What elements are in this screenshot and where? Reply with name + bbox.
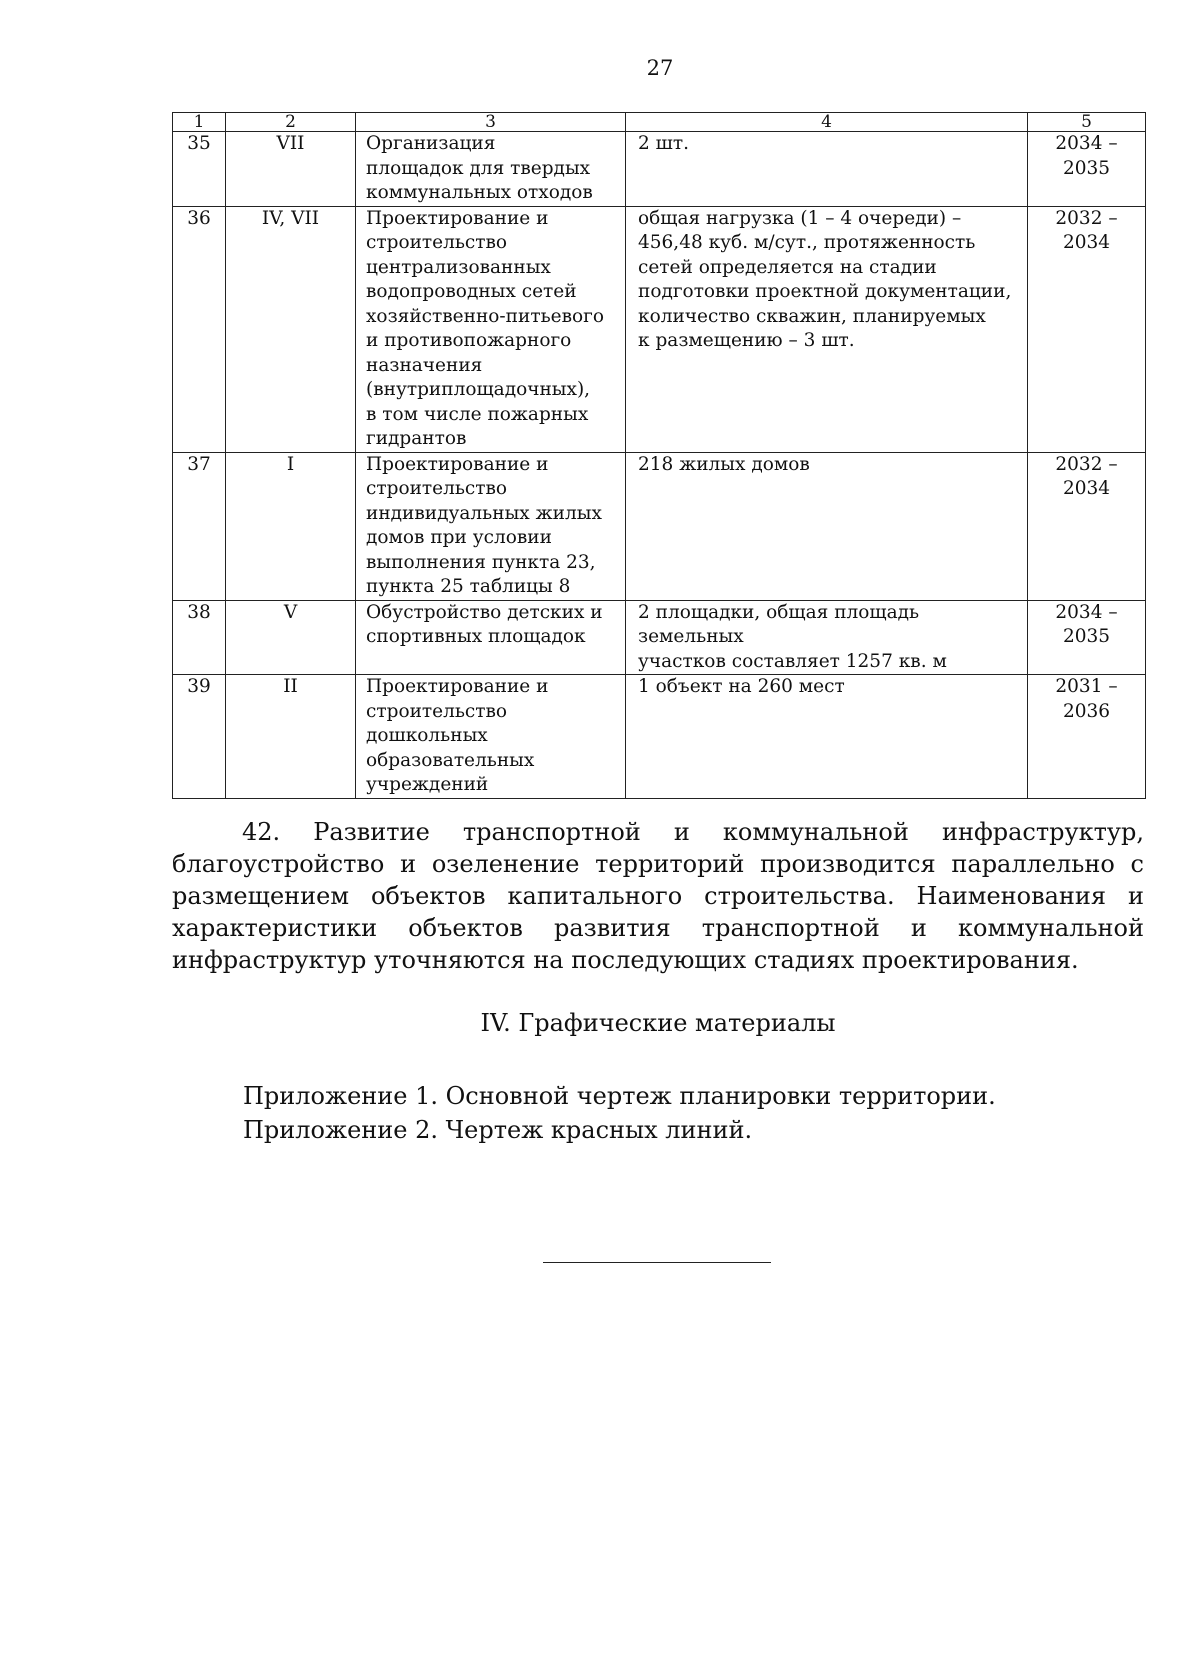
- cell-line: 1 объект на 260 мест: [638, 676, 845, 697]
- cell-line: спортивных площадок: [366, 626, 586, 647]
- header-cell: 1: [173, 113, 226, 132]
- object-name-cell: [356, 206, 626, 452]
- cell-line: пункта 25 таблицы 8: [366, 576, 571, 597]
- cell-line: и противопожарного: [366, 330, 572, 351]
- cell-line: 456,48 куб. м/сут., протяженность: [638, 232, 976, 253]
- table-header-row: [173, 113, 1146, 132]
- row-number-cell: 37: [173, 452, 226, 600]
- cell-line: дошкольных: [366, 725, 488, 746]
- cell-line: 2034: [1062, 478, 1111, 499]
- cell-line: 2035: [1062, 626, 1111, 647]
- cell-line: коммунальных отходов: [366, 182, 593, 203]
- object-name-cell: [356, 452, 626, 600]
- cell-line: учреждений: [366, 774, 489, 795]
- cell-line: Обустройство детских и: [366, 601, 603, 623]
- table-row: [173, 452, 1146, 600]
- section-title: IV. Графические материалы: [480, 1009, 836, 1037]
- table-row: [173, 132, 1146, 207]
- object-name-cell: [356, 600, 626, 675]
- cell-line: сетей определяется на стадии: [638, 256, 937, 278]
- period-cell: [1028, 600, 1146, 675]
- cell-line: строительство: [366, 232, 508, 253]
- zone-cell: IV, VII: [226, 206, 356, 452]
- table-row: [173, 600, 1146, 675]
- table-body: [173, 132, 1146, 799]
- row-number-cell: 36: [173, 206, 226, 452]
- zone-cell: VII: [226, 132, 356, 207]
- row-number-cell: 39: [173, 675, 226, 799]
- cell-line: 2036: [1062, 700, 1111, 722]
- zone-cell: I: [226, 452, 356, 600]
- appendix-2: Приложение 2. Чертеж красных линий.: [243, 1116, 753, 1144]
- cell-line: 2 площадки, общая площадь земельных: [638, 601, 920, 647]
- header-cell: 4: [626, 113, 1028, 132]
- page-number: 27: [646, 56, 674, 80]
- cell-line: индивидуальных жилых: [366, 502, 602, 524]
- period-cell: [1028, 206, 1146, 452]
- closing-rule: [543, 1262, 771, 1263]
- table-row: [173, 675, 1146, 799]
- cell-line: 2032 –: [1055, 453, 1118, 475]
- period-cell: [1028, 675, 1146, 799]
- period-cell: [1028, 132, 1146, 207]
- header-cell: 2: [226, 113, 356, 132]
- object-name-cell: [356, 132, 626, 207]
- objects-table: [172, 112, 1146, 799]
- zone-cell: II: [226, 675, 356, 799]
- cell-line: участков составляет 1257 кв. м: [638, 650, 947, 672]
- cell-line: 2032 –: [1055, 207, 1118, 229]
- cell-line: централизованных: [366, 256, 551, 278]
- characteristics-cell: [626, 132, 1028, 207]
- cell-line: подготовки проектной документации,: [638, 281, 1012, 302]
- object-name-cell: [356, 675, 626, 799]
- cell-line: Проектирование и: [366, 207, 549, 229]
- cell-line: 2034 –: [1055, 601, 1118, 623]
- cell-line: 2 шт.: [638, 133, 689, 154]
- cell-line: домов при условии: [366, 527, 552, 548]
- row-number-cell: 35: [173, 132, 226, 207]
- appendix-1: Приложение 1. Основной чертеж планировки территории.: [243, 1082, 996, 1110]
- cell-line: количество скважин, планируемых: [638, 305, 986, 327]
- cell-line: выполнения пункта 23,: [366, 551, 596, 573]
- paragraph-42: 42. Развитие транспортной и коммунальной инфраструктур, благоустройство и озеленение территорий производится параллельно с размещением объектов капитального строительства. Наименования и характеристики объектов развития транспортной и коммунальной инфраструктур уточняются на последующих стадиях проектирования.: [172, 818, 1144, 974]
- cell-line: хозяйственно-питьевого: [366, 305, 604, 327]
- period-cell: [1028, 452, 1146, 600]
- header-cell: 5: [1028, 113, 1146, 132]
- cell-line: 2035: [1062, 157, 1111, 179]
- zone-cell: V: [226, 600, 356, 675]
- cell-line: Проектирование и: [366, 453, 549, 475]
- cell-line: образовательных: [366, 749, 535, 771]
- cell-line: 2034: [1062, 232, 1111, 253]
- cell-line: 2031 –: [1055, 676, 1118, 697]
- characteristics-cell: [626, 452, 1028, 600]
- cell-line: 218 жилых домов: [638, 453, 810, 475]
- cell-line: 2034 –: [1055, 133, 1118, 154]
- cell-line: площадок для твердых: [366, 157, 591, 179]
- cell-line: (внутриплощадочных),: [366, 379, 591, 400]
- cell-line: в том числе пожарных: [366, 403, 589, 425]
- cell-line: Проектирование и: [366, 676, 549, 697]
- header-cell: 3: [356, 113, 626, 132]
- cell-line: к размещению – 3 шт.: [638, 330, 855, 351]
- characteristics-cell: [626, 675, 1028, 799]
- characteristics-cell: [626, 600, 1028, 675]
- cell-line: Организация: [366, 133, 496, 154]
- cell-line: водопроводных сетей: [366, 281, 577, 302]
- cell-line: общая нагрузка (1 – 4 очереди) –: [638, 207, 962, 229]
- cell-line: гидрантов: [366, 428, 467, 449]
- table-row: [173, 206, 1146, 452]
- row-number-cell: 38: [173, 600, 226, 675]
- cell-line: назначения: [366, 354, 483, 376]
- cell-line: строительство: [366, 700, 508, 722]
- cell-line: строительство: [366, 478, 508, 499]
- characteristics-cell: [626, 206, 1028, 452]
